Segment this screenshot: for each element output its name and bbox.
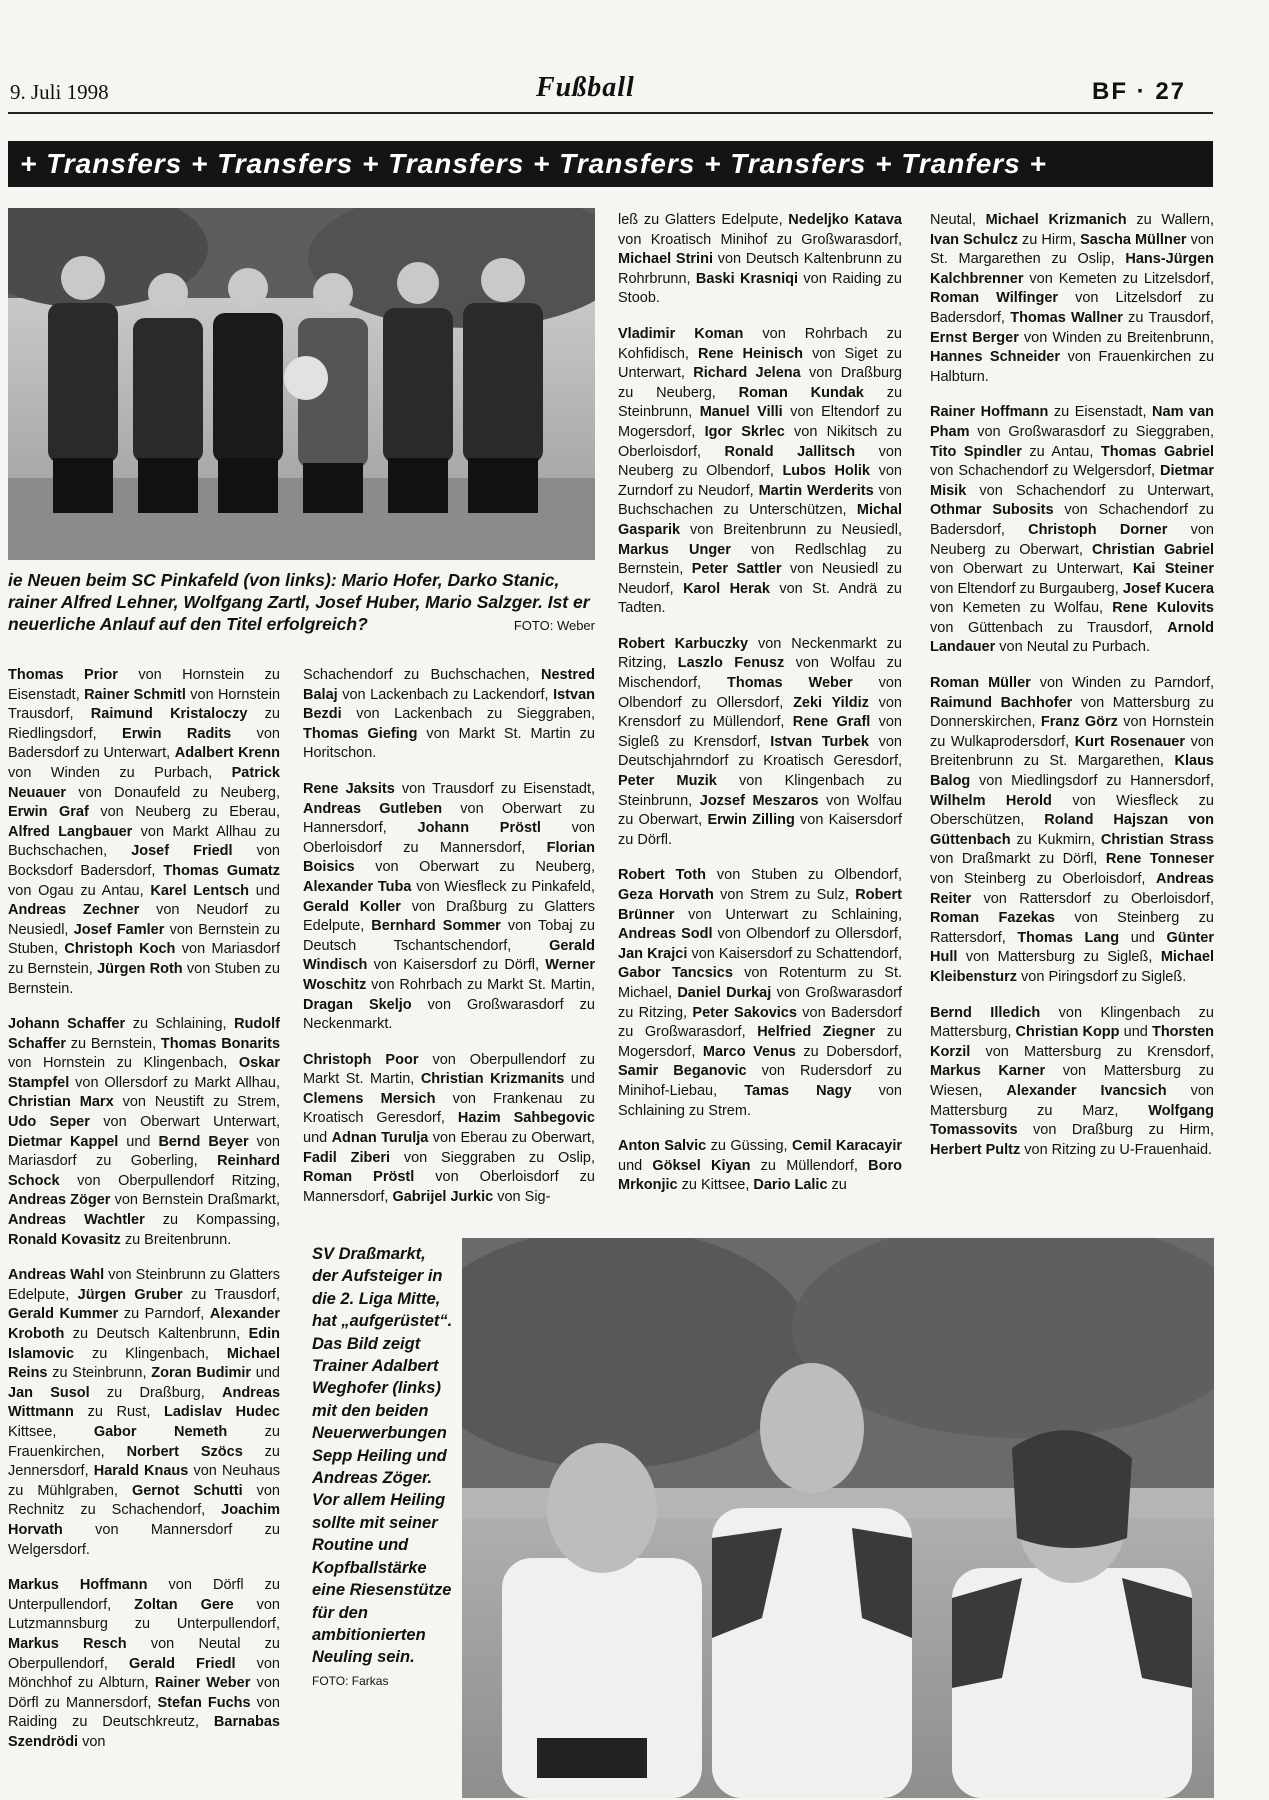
transfer-paragraph: Johann Schaffer zu Schlaining, Rudolf Schaffer zu Bernstein, Thomas Bonarits von Hornstein zu Klingenbach, Oskar Stampfel von Ollersdorf zu Markt Allhau, Christian Marx von Neustift zu Strem, Udo Seper von Oberwart Unterwart, Dietmar Kappel und Bernd Beyer von Mariasdorf zu Goberling, Reinhard Schock von Oberpullendorf Ritzing, Andreas Zöger von Bernstein Draßmarkt, Andreas Wachtler zu Kompassing, Ronald Kovasitz zu Breitenbrunn.	[8, 1016, 281, 1248]
article-column-1	[8, 666, 280, 1768]
transfer-paragraph: leß zu Glatters Edelpute, Nedeljko Katava von Kroatisch Minihof zu Großwarasdorf, Michael Strini von Deutsch Kaltenbrunn zu Rohrbrunn, Baski Krasniqi von Raiding zu Stoob.	[618, 212, 902, 307]
transfer-paragraph: Thomas Prior von Hornstein zu Eisenstadt, Rainer Schmitl von Hornstein Trausdorf, Raimund Kristaloczy zu Riedlingsdorf, Erwin Radits von Badersdorf zu Unterwart, Adalbert Krenn von Winden zu Purbach, Patrick Neuauer von Donaufeld zu Neuberg, Erwin Graf von Neuberg zu Eberau, Alfred Langbauer von Markt Allhau zu Buchschachen, Josef Friedl von Bocksdorf Badersdorf, Thomas Gumatz von Ogau zu Antau, Karel Lentsch und Andreas Zechner von Neudorf zu Neusiedl, Josef Famler von Bernstein zu Stuben, Christoph Koch von Mariasdorf zu Bernstein, Jürgen Roth von Stuben zu Bernstein.	[8, 667, 281, 997]
photo2-credit: FOTO: Farkas	[312, 1673, 389, 1688]
transfer-paragraph: Robert Toth von Stuben zu Olbendorf, Geza Horvath von Strem zu Sulz, Robert Brünner von Unterwart zu Schlaining, Andreas Sodl von Olbendorf zu Ollersdorf, Jan Krajci von Kaisersdorf zu Schattendorf, Gabor Tancsics von Rotenturm zu St. Michael, Daniel Durkaj von Großwarasdorf zu Ritzing, Peter Sakovics von Badersdorf zu Großwarasdorf, Helfried Ziegner zu Mogersdorf, Marco Venus zu Dobersdorf, Samir Beganovic von Rudersdorf zu Minihof-Liebau, Tamas Nagy von Schlaining zu Strem.	[618, 867, 903, 1119]
transfer-paragraph: Robert Karbuczky von Neckenmarkt zu Ritzing, Laszlo Fenusz von Wolfau zu Mischendorf, Thomas Weber von Olbendorf zu Ollersdorf, Zeki Yildiz von Krensdorf zu Müllendorf, Rene Grafl von Sigleß zu Krensdorf, Istvan Turbek von Deutschjahrndorf zu Kroatisch Geresdorf, Peter Muzik von Klingenbach zu Steinbrunn, Jozsef Meszaros von Wolfau zu Oberwart, Erwin Zilling von Kaisersdorf zu Dörfl.	[618, 635, 902, 848]
transfer-paragraph: Rainer Hoffmann zu Eisenstadt, Nam van Pham von Großwarasdorf zu Sieggraben, Tito Spindler zu Antau, Thomas Gabriel von Schachendorf zu Welgersdorf, Dietmar Misik von Schachendorf zu Unterwart, Othmar Subosits von Schachendorf zu Badersdorf, Christoph Dorner von Neuberg zu Oberwart, Christian Gabriel von Oberwart zu Unterwart, Kai Steiner von Eltendorf zu Burgauberg, Josef Kucera von Kemeten zu Wolfau, Rene Kulovits von Güttenbach zu Trausdorf, Arnold Landauer von Neutal zu Purbach.	[930, 404, 1214, 656]
photo2-caption	[312, 1243, 454, 1692]
article-column-2	[303, 666, 595, 1223]
transfer-paragraph: Anton Salvic zu Güssing, Cemil Karacayir und Göksel Kiyan zu Müllendorf, Boro Mrkonjic zu Kittsee, Dario Lalic zu	[618, 1138, 903, 1194]
issue-date: 9. Juli 1998	[10, 80, 109, 104]
team-photo-drassmarkt	[462, 1238, 1214, 1798]
transfer-paragraph: Rene Jaksits von Trausdorf zu Eisenstadt, Andreas Gutleben von Oberwart zu Hannersdorf, Johann Pröstl von Oberloisdorf zu Mannersdorf, Florian Boisics von Oberwart zu Neuberg, Alexander Tuba von Wiesfleck zu Pinkafeld, Gerald Koller von Draßburg zu Glatters Edelpute, Bernhard Sommer von Tobaj zu Deutsch Tschantschendorf, Gerald Windisch von Kaisersdorf zu Dörfl, Werner Woschitz von Rohrbach zu Markt St. Martin, Dragan Skeljo von Großwarasdorf zu Neckenmarkt.	[303, 780, 596, 1033]
team-photo-drassmarkt-image	[462, 1238, 1214, 1798]
team-photo-pinkafeld-image	[8, 208, 595, 560]
transfer-paragraph: Schachendorf zu Buchschachen, Nestred Balaj von Lackenbach zu Lackendorf, Istvan Bezdi von Lackenbach zu Sieggraben, Thomas Giefing von Markt St. Martin zu Horitschon.	[303, 667, 595, 762]
section-title: Fußball	[536, 72, 635, 103]
article-column-3	[618, 211, 902, 1212]
photo1-caption-text: ie Neuen beim SC Pinkafeld (von links): Mario Hofer, Darko Stanic, rainer Alfred Lehner, Wolfgang Zartl, Josef Huber, Mario Salzger. Ist er neuerliche Anlauf auf den Titel erfolgreich?	[8, 570, 590, 634]
transfer-paragraph: Roman Müller von Winden zu Parndorf, Raimund Bachhofer von Mattersburg zu Donnerskirchen, Franz Görz von Hornstein zu Wulkaprodersdorf, Kurt Rosenauer von Breitenbrunn zu St. Margarethen, Klaus Balog von Miedlingsdorf zu Hannersdorf, Wilhelm Herold von Wiesfleck zu Oberschützen, Roland Hajszan von Güttenbach zu Kukmirn, Christian Strass von Draßmarkt zu Dörfl, Rene Tonneser von Steinberg zu Oberloisdorf, Andreas Reiter von Rattersdorf zu Oberloisdorf, Roman Fazekas von Steinberg zu Rattersdorf, Thomas Lang und Günter Hull von Mattersburg zu Sigleß, Michael Kleibensturz von Piringsdorf zu Sigleß.	[930, 675, 1215, 985]
photo2-caption-text: SV Draßmarkt, der Aufsteiger in die 2. Liga Mitte, hat „aufgerüstet“. Das Bild zeigt Trainer Adalbert Weghofer (links) mit den beiden Neuerwerbungen Sepp Heiling und Andreas Zöger. Vor allem Heiling sollte mit seiner Routine und Kopfballstärke eine Riesenstütze für den ambitionierten Neuling sein.	[312, 1245, 453, 1667]
transfer-paragraph: Vladimir Koman von Rohrbach zu Kohfidisch, Rene Heinisch von Siget zu Unterwart, Richard Jelena von Draßburg zu Neuberg, Roman Kundak zu Steinbrunn, Manuel Villi von Eltendorf zu Mogersdorf, Igor Skrlec von Nikitsch zu Oberloisdorf, Ronald Jallitsch von Neuberg zu Olbendorf, Lubos Holik von Zurndorf zu Neudorf, Martin Werderits von Buchschachen zu Unterschützen, Michal Gasparik von Breitenbrunn zu Neusiedl, Markus Unger von Redlschlag zu Bernstein, Peter Sattler von Neusiedl zu Neudorf, Karol Herak von St. Andrä zu Tadten.	[618, 325, 903, 617]
article-column-4	[930, 211, 1214, 1176]
photo1-credit: FOTO: Weber	[513, 618, 595, 633]
team-photo-pinkafeld	[8, 208, 595, 560]
photo1-caption	[8, 569, 595, 637]
transfer-paragraph: Christoph Poor von Oberpullendorf zu Markt St. Martin, Christian Krizmanits und Clemens Mersich von Frankenau zu Kroatisch Geresdorf, Hazim Sahbegovic und Adnan Turulja von Eberau zu Oberwart, Fadil Ziberi von Sieggraben zu Oslip, Roman Pröstl von Oberloisdorf zu Mannersdorf, Gabrijel Jurkic von Sig-	[303, 1051, 596, 1205]
transfer-paragraph: Markus Hoffmann von Dörfl zu Unterpullendorf, Zoltan Gere von Lutzmannsburg zu Unterpullendorf, Markus Resch von Neutal zu Oberpullendorf, Gerald Friedl von Mönchhof zu Albturn, Rainer Weber von Dörfl zu Mannersdorf, Stefan Fuchs von Raiding zu Deutschkreutz, Barnabas Szendrödi von	[8, 1577, 280, 1750]
transfers-banner: + Transfers + Transfers + Transfers + Transfers + Transfers + Tranfers +	[8, 141, 1213, 187]
transfer-paragraph: Andreas Wahl von Steinbrunn zu Glatters Edelpute, Jürgen Gruber zu Trausdorf, Gerald Kummer zu Parndorf, Alexander Kroboth zu Deutsch Kaltenbrunn, Edin Islamovic zu Klingenbach, Michael Reins zu Steinbrunn, Zoran Budimir und Jan Susol zu Draßburg, Andreas Wittmann zu Rust, Ladislav Hudec Kittsee, Gabor Nemeth zu Frauenkirchen, Norbert Szöcs zu Jennersdorf, Harald Knaus von Neuhaus zu Mühlgraben, Gernot Schutti von Rechnitz zu Schachendorf, Joachim Horvath von Mannersdorf zu Welgersdorf.	[8, 1267, 281, 1558]
transfer-paragraph: Bernd Illedich von Klingenbach zu Mattersburg, Christian Kopp und Thorsten Korzil von Mattersburg zu Krensdorf, Markus Karner von Mattersburg zu Wiesen, Alexander Ivancsich von Mattersburg zu Marz, Wolfgang Tomassovits von Draßburg zu Hirm, Herbert Pultz von Ritzing zu U-Frauenhaid.	[930, 1004, 1214, 1158]
transfer-paragraph: Neutal, Michael Krizmanich zu Wallern, Ivan Schulcz zu Hirm, Sascha Müllner von St. Margarethen zu Oslip, Hans-Jürgen Kalchbrenner von Kemeten zu Litzelsdorf, Roman Wilfinger von Litzelsdorf zu Badersdorf, Thomas Wallner zu Trausdorf, Ernst Berger von Winden zu Breitenbrunn, Hannes Schneider von Frauenkirchen zu Halbturn.	[930, 212, 1215, 385]
page-number: BF · 27	[1092, 78, 1187, 105]
header-rule	[8, 112, 1213, 114]
